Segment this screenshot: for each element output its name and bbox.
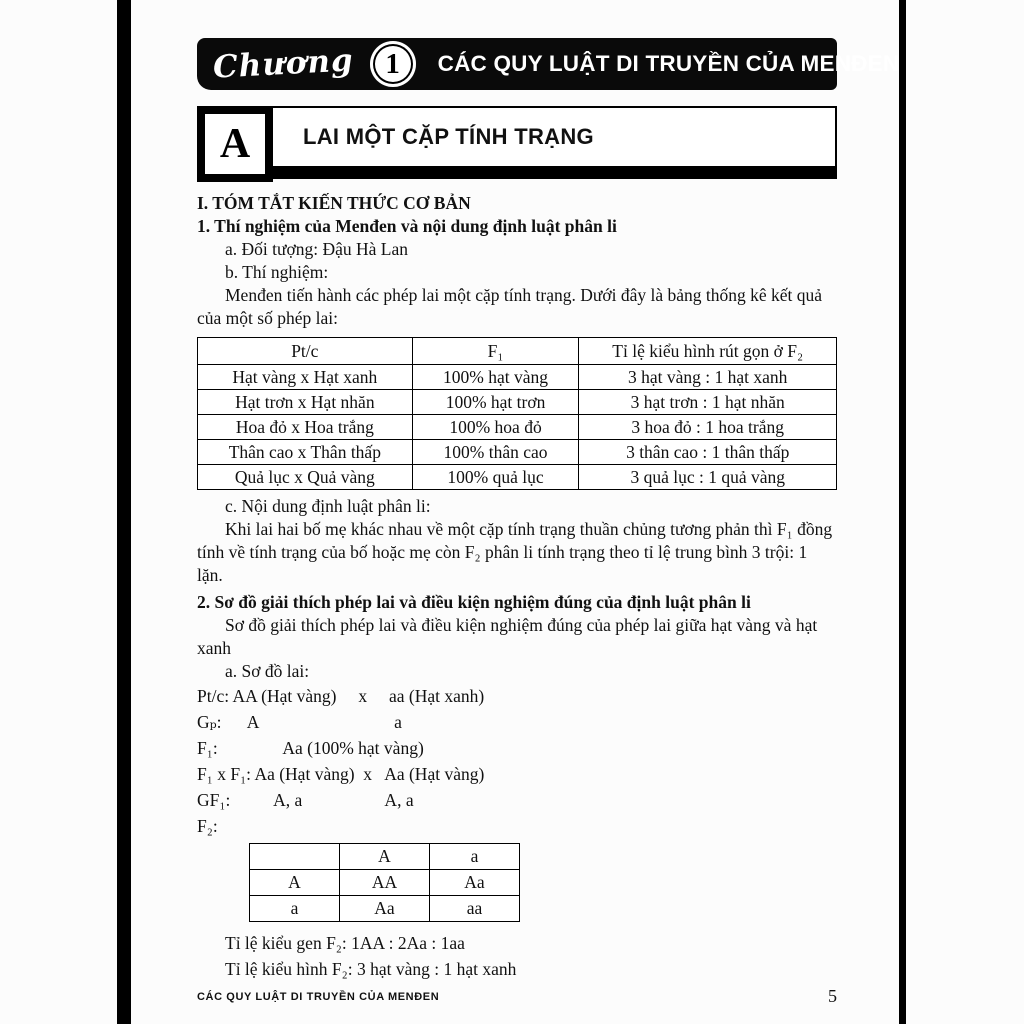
table-cell: 3 thân cao : 1 thân thấp xyxy=(579,440,837,465)
punnett-header-row xyxy=(250,844,520,870)
page-footer xyxy=(197,986,837,1007)
table-row xyxy=(198,390,837,415)
punnett-cell: AA xyxy=(340,870,430,896)
table-cell: Hạt vàng x Hạt xanh xyxy=(198,365,413,390)
phenotype-ratio: Tỉ lệ kiểu hình F₂: 3 hạt vàng : 1 hạt xanh xyxy=(225,959,517,979)
punnett-cell xyxy=(250,844,340,870)
punnett-cell: A xyxy=(250,870,340,896)
chapter-script-label: Chương xyxy=(212,42,355,86)
table-cell: 100% hạt trơn xyxy=(412,390,579,415)
item-subject: a. Đối tượng: Đậu Hà Lan xyxy=(225,239,408,259)
table-cell: 100% quả lục xyxy=(412,465,579,490)
table-row xyxy=(198,465,837,490)
cross-line-f1: F₁: Aa (100% hạt vàng) xyxy=(197,738,424,758)
table-row xyxy=(198,365,837,390)
section-title: LAI MỘT CẶP TÍNH TRẠNG xyxy=(303,124,594,149)
table-row xyxy=(198,415,837,440)
cross-line-f1xf1: F₁ x F₁: Aa (Hạt vàng) x Aa (Hạt vàng) xyxy=(197,764,485,784)
item-cross-scheme: a. Sơ đồ lai: xyxy=(225,661,310,681)
table-cell: 100% thân cao xyxy=(412,440,579,465)
paragraph-scheme: Sơ đồ giải thích phép lai và điều kiện nghiệm đúng của phép lai giữa hạt vàng và hạt xanh xyxy=(197,615,818,658)
table-cell: 100% hạt vàng xyxy=(412,365,579,390)
punnett-table xyxy=(249,843,520,922)
table-header-cell: Pt/c xyxy=(198,338,413,365)
chapter-number-badge: 1 xyxy=(370,41,416,87)
scan-edge-left xyxy=(117,0,131,1024)
heading-scheme: 2. Sơ đồ giải thích phép lai và điều kiện nghiệm đúng của định luật phân li xyxy=(197,592,751,612)
section-letter: A xyxy=(205,114,265,174)
genotype-ratio: Tỉ lệ kiểu gen F₂: 1AA : 2Aa : 1aa xyxy=(225,933,465,953)
scan-edge-right xyxy=(899,0,906,1024)
paragraph-law: Khi lai hai bố mẹ khác nhau về một cặp tính trạng thuần chủng tương phản thì F₁ đồng tính về tính trạng của bố hoặc mẹ còn F₂ phân li tính trạng theo tỉ lệ trung bình 3 trội: 1 lặn. xyxy=(197,519,833,585)
table-cell: 3 quả lục : 1 quả vàng xyxy=(579,465,837,490)
heading-summary: I. TÓM TẮT KIẾN THỨC CƠ BẢN xyxy=(197,193,471,213)
table-header-row xyxy=(198,338,837,365)
table-cell: 3 hạt trơn : 1 hạt nhăn xyxy=(579,390,837,415)
table-row xyxy=(198,440,837,465)
table-header-cell: F₁ xyxy=(412,338,579,365)
experiments-table xyxy=(197,337,837,490)
punnett-cell: Aa xyxy=(430,870,520,896)
cross-line-gp: Gₚ: A a xyxy=(197,712,402,732)
punnett-cell: a xyxy=(430,844,520,870)
cross-line-ptc: Pt/c: AA (Hạt vàng) x aa (Hạt xanh) xyxy=(197,686,485,706)
section-header xyxy=(197,106,837,182)
cross-line-f2: F₂: xyxy=(197,816,218,836)
page xyxy=(197,38,900,982)
punnett-cell: A xyxy=(340,844,430,870)
page-number: 5 xyxy=(828,986,837,1006)
item-law-content: c. Nội dung định luật phân li: xyxy=(225,496,431,516)
table-cell: 3 hoa đỏ : 1 hoa trắng xyxy=(579,415,837,440)
table-cell: Hạt trơn x Hạt nhăn xyxy=(198,390,413,415)
table-cell: Quả lục x Quả vàng xyxy=(198,465,413,490)
table-cell: Hoa đỏ x Hoa trắng xyxy=(198,415,413,440)
section-letter-box xyxy=(197,106,273,182)
table-cell: Thân cao x Thân thấp xyxy=(198,440,413,465)
heading-experiment: 1. Thí nghiệm của Menđen và nội dung định luật phân li xyxy=(197,216,617,236)
punnett-cell: a xyxy=(250,896,340,922)
punnett-row xyxy=(250,896,520,922)
cross-line-gf1: GF₁: A, a A, a xyxy=(197,790,414,810)
item-experiment: b. Thí nghiệm: xyxy=(225,262,329,282)
table-cell: 100% hoa đỏ xyxy=(412,415,579,440)
table-cell: 3 hạt vàng : 1 hạt xanh xyxy=(579,365,837,390)
punnett-row xyxy=(250,870,520,896)
chapter-header-bar xyxy=(197,38,900,90)
paragraph-experiment: Menđen tiến hành các phép lai một cặp tính trạng. Dưới đây là bảng thống kê kết quả của một số phép lai: xyxy=(197,285,823,328)
running-title: CÁC QUY LUẬT DI TRUYỀN CỦA MENĐEN xyxy=(197,990,440,1003)
table-header-cell: Tỉ lệ kiểu hình rút gọn ở F₂ xyxy=(579,338,837,365)
section-title-area xyxy=(273,106,837,182)
punnett-cell: Aa xyxy=(340,896,430,922)
punnett-cell: aa xyxy=(430,896,520,922)
chapter-title: CÁC QUY LUẬT DI TRUYỀN CỦA MENĐEN xyxy=(437,51,900,76)
section-underline-bar xyxy=(273,166,837,179)
